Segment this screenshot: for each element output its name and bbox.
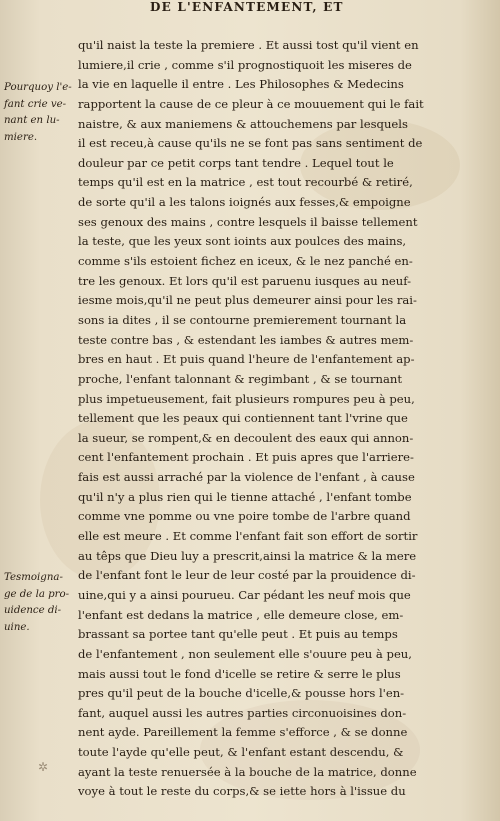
body-line: iesme mois,qu'il ne peut plus demeurer ainsi pour les rai- (78, 293, 417, 308)
body-line: nent ayde. Pareillement la femme s'efforce , & se donne (78, 725, 408, 740)
body-line: l'enfant est dedans la matrice , elle demeure close, em- (78, 607, 404, 622)
body-line: il est receu,à cause qu'ils ne se font pas sans sentiment de (78, 136, 423, 151)
body-line: toute l'ayde qu'elle peut, & l'enfant estant descendu, & (78, 745, 404, 760)
body-line: rapportent la cause de ce pleur à ce mouuement qui le fait (78, 96, 424, 111)
body-line: fant, auquel aussi les autres parties circonuoisines don- (78, 705, 407, 720)
body-line: tellement que les peaux qui contiennent tant l'vrine que (78, 411, 408, 426)
body-line: plus impetueusement, fait plusieurs rompures peu à peu, (78, 391, 415, 406)
body-line: pres qu'il peut de la bouche d'icelle,& pousse hors l'en- (78, 686, 405, 701)
body-line: lumiere,il crie , comme s'il prognostiquoit les miseres de (78, 57, 412, 72)
margin-note-line: fant crie ve- (4, 98, 67, 110)
ink-smudge-icon: ✲ (38, 760, 49, 774)
body-line: ayant la teste renuersée à la bouche de la matrice, donne (78, 764, 417, 779)
body-line: mais aussi tout le fond d'icelle se retire & serre le plus (78, 666, 401, 681)
margin-note-1 (4, 80, 76, 146)
margin-note-2 (4, 570, 76, 636)
body-line: elle est meure . Et comme l'enfant fait son effort de sortir (78, 529, 418, 544)
body-line: brassant sa portee tant qu'elle peut . Et puis au temps (78, 627, 398, 642)
running-header: DE L'ENFANTEMENT, ET (150, 0, 344, 14)
margin-note-line: uine. (4, 621, 30, 633)
body-line: cent l'enfantement prochain . Et puis apres que l'arriere- (78, 450, 414, 465)
body-line: de l'enfantement , non seulement elle s'ouure peu à peu, (78, 646, 412, 661)
margin-note-line: nant en lu- (4, 115, 60, 126)
body-line: teste contre bas , & estendant les iambes & autres mem- (78, 332, 414, 347)
body-line: la vie en laquelle il entre . Les Philosophes & Medecins (78, 77, 404, 92)
body-line: comme s'ils estoient fichez en iceux, & le nez panché en- (78, 254, 413, 269)
body-line: qu'il n'y a plus rien qui le tienne attaché , l'enfant tombe (78, 489, 412, 504)
body-line: douleur par ce petit corps tant tendre . Lequel tout le (78, 155, 394, 170)
body-line: la sueur, se rompent,& en decoulent des eaux qui annon- (78, 430, 414, 445)
body-line: tre les genoux. Et lors qu'il est paruenu iusques au neuf- (78, 273, 412, 288)
body-line: de l'enfant font le leur de leur costé par la prouidence di- (78, 568, 416, 583)
margin-note-line: ge de la pro- (4, 588, 70, 600)
body-line: ses genoux des mains , contre lesquels il baisse tellement (78, 214, 418, 229)
body-line: uine,qui y a ainsi pourueu. Car pédant les neuf mois que (78, 587, 411, 602)
body-text (78, 36, 446, 802)
margin-note-line: Tesmoigna- (4, 572, 63, 583)
margin-note-line: miere. (4, 131, 38, 143)
body-line: bres en haut . Et puis quand l'heure de l'enfantement ap- (78, 352, 415, 367)
body-line: au têps que Dieu luy a prescrit,ainsi la matrice & la mere (78, 548, 417, 563)
body-line: naistre, & aux maniemens & attouchemens par lesquels (78, 116, 408, 131)
body-line: de sorte qu'il a les talons ioignés aux fesses,& empoigne (78, 195, 411, 210)
body-line: la teste, que les yeux sont ioints aux poulces des mains, (78, 234, 407, 249)
margin-note-line: Pourquoy l'e- (4, 82, 72, 93)
body-line: temps qu'il est en la matrice , est tout recourbé & retiré, (78, 175, 413, 190)
body-line: qu'il naist la teste la premiere . Et aussi tost qu'il vient en (78, 38, 419, 52)
margin-note-line: uidence di- (4, 605, 62, 616)
body-line: sons ia dites , il se contourne premierement tournant la (78, 312, 407, 327)
body-line: voye à tout le reste du corps,& se iette hors à l'issue du (78, 784, 406, 799)
body-line: fais est aussi arraché par la violence de l'enfant , à cause (78, 470, 415, 485)
body-line: proche, l'enfant talonnant & regimbant , & se tournant (78, 371, 402, 386)
body-line: comme vne pomme ou vne poire tombe de l'arbre quand (78, 509, 411, 524)
